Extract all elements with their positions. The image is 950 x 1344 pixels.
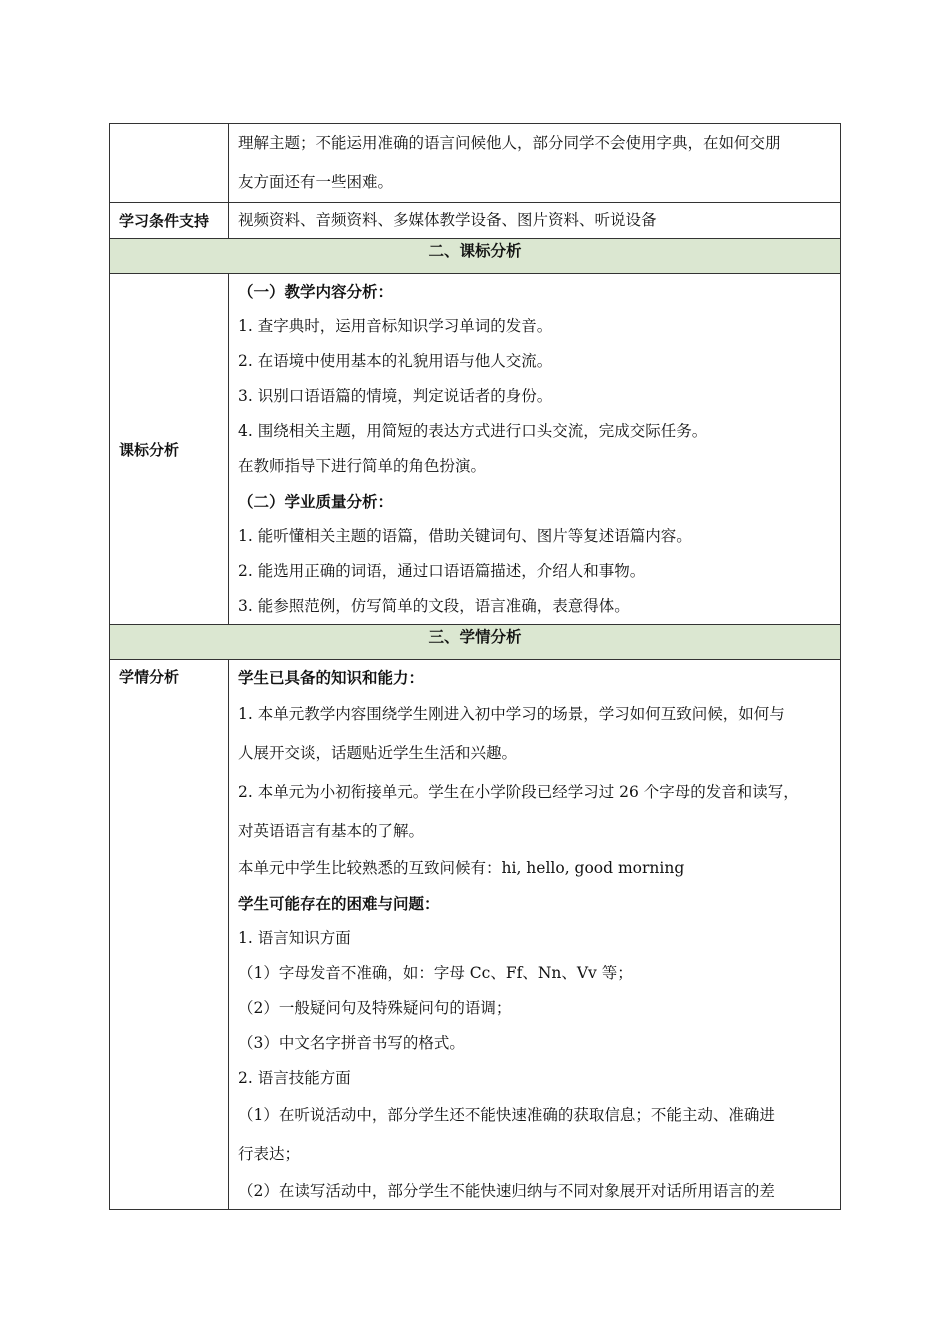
list-item: 4. 围绕相关主题，用简短的表达方式进行口头交流，完成交际任务。 — [238, 422, 708, 440]
row-label: 课标分析 — [110, 274, 229, 625]
list-item: 2. 在语境中使用基本的礼貌用语与他人交流。 — [238, 352, 553, 370]
table-row — [110, 124, 841, 203]
row-label-text: 学情分析 — [119, 668, 180, 686]
section-title: 三、学情分析 — [110, 625, 841, 660]
list-item: 1. 查字典时，运用音标知识学习单词的发音。 — [238, 317, 553, 335]
subheading: （二）学业质量分析： — [238, 492, 394, 511]
subheading: 学生已具备的知识和能力： — [238, 668, 425, 687]
text-line: 对英语语言有基本的了解。 — [238, 822, 425, 840]
text-line: 友方面还有一些困难。 — [238, 173, 394, 191]
list-item: 在教师指导下进行简单的角色扮演。 — [238, 457, 487, 475]
section-title: 二、课标分析 — [110, 239, 841, 274]
section-header-row — [110, 239, 841, 274]
table-row — [110, 203, 841, 239]
row-label — [110, 660, 229, 1210]
row-label: 学习条件支持 — [110, 203, 229, 239]
text-line: 人展开交谈，话题贴近学生生活和兴趣。 — [238, 744, 518, 762]
text-line: 本单元中学生比较熟悉的互致问候有：hi, hello, good morning — [238, 859, 685, 877]
table-row — [110, 274, 841, 625]
content-cell — [229, 274, 841, 625]
list-item: （2）一般疑问句及特殊疑问句的语调； — [238, 999, 512, 1017]
text-line: （2）在读写活动中，部分学生不能快速归纳与不同对象展开对话所用语言的差 — [238, 1182, 775, 1200]
content-cell — [229, 124, 841, 203]
empty-label-cell — [110, 124, 229, 203]
table-row — [110, 660, 841, 1210]
lesson-plan-table — [109, 123, 841, 1210]
text-line: 理解主题；不能运用准确的语言问候他人，部分同学不会使用字典，在如何交朋 — [238, 134, 781, 152]
text-line: 2. 本单元为小初衔接单元。学生在小学阶段已经学习过 26 个字母的发音和读写， — [238, 783, 799, 801]
text-line: 1. 本单元教学内容围绕学生刚进入初中学习的场景，学习如何互致问候，如何与 — [238, 705, 785, 723]
list-item: （1）字母发音不准确，如：字母 Cc、Ff、Nn、Vv 等； — [238, 964, 633, 982]
subheading: 学生可能存在的困难与问题： — [238, 894, 440, 913]
subheading: （一）教学内容分析： — [238, 282, 394, 301]
list-item: 1. 语言知识方面 — [238, 929, 351, 947]
content-cell — [229, 660, 841, 1210]
text-line: （1）在听说活动中，部分学生还不能快速准确的获取信息；不能主动、准确进 — [238, 1106, 775, 1124]
list-item: 1. 能听懂相关主题的语篇，借助关键词句、图片等复述语篇内容。 — [238, 527, 692, 545]
list-item: 3. 能参照范例，仿写简单的文段，语言准确，表意得体。 — [238, 597, 630, 615]
text-line: 行表达； — [238, 1145, 301, 1163]
text-line: 视频资料、音频资料、多媒体教学设备、图片资料、听说设备 — [238, 211, 657, 229]
list-item: 2. 能选用正确的词语，通过口语语篇描述，介绍人和事物。 — [238, 562, 646, 580]
list-item: （3）中文名字拼音书写的格式。 — [238, 1034, 465, 1052]
list-item: 3. 识别口语语篇的情境，判定说话者的身份。 — [238, 387, 553, 405]
section-header-row — [110, 625, 841, 660]
content-cell — [229, 203, 841, 239]
list-item: 2. 语言技能方面 — [238, 1069, 351, 1087]
